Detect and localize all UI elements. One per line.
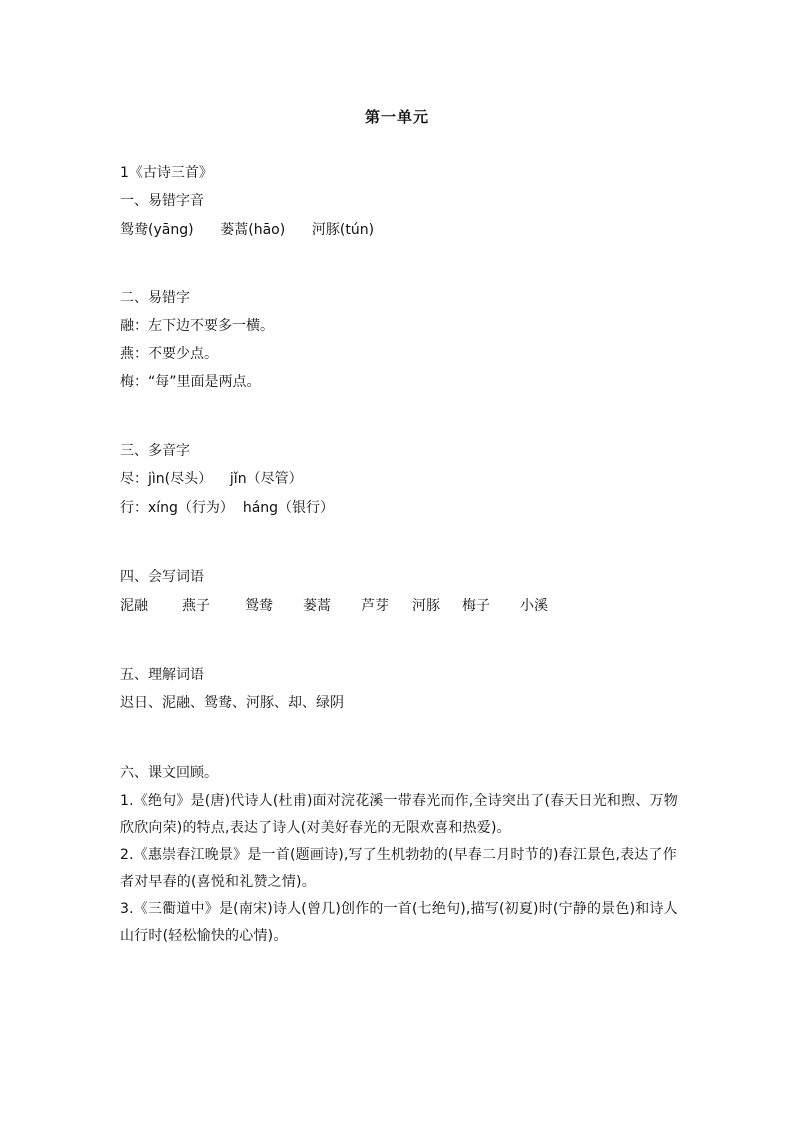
- lesson-title: 1《古诗三首》: [120, 165, 213, 181]
- polyphone-line: 行：xíng（行为） háng（银行）: [120, 500, 335, 516]
- section-heading-4: 四、会写词语: [120, 569, 204, 585]
- vocabulary-word: 鸳鸯: [245, 598, 273, 614]
- review-paragraph: 2.《惠崇春江晚景》是一首(题画诗),写了生机勃勃的(早春二月时节的)春江景色,表达了作者对早春的(喜悦和礼赞之情)。: [120, 847, 677, 890]
- review-paragraph: 3.《三衢道中》是(南宋)诗人(曾几)创作的一首(七绝句),描写(初夏)时(宁静的景色)和诗人山行时(轻松愉快的心情)。: [120, 901, 678, 944]
- section-heading-1: 一、易错字音: [120, 193, 204, 209]
- vocabulary-word: 泥融: [120, 598, 148, 614]
- section-heading-2: 二、易错字: [120, 290, 190, 306]
- review-paragraph: 1.《绝句》是(唐)代诗人(杜甫)面对浣花溪一带春光而作,全诗突出了(春天日光和煦、万物欣欣向荣)的特点,表达了诗人(对美好春光的无限欢喜和热爱)。: [120, 793, 678, 836]
- page-title: 第一单元: [364, 108, 429, 126]
- error-char-line: 梅：“每”里面是两点。: [120, 374, 261, 390]
- vocabulary-word: 小溪: [520, 598, 548, 614]
- vocabulary-word: 芦芽: [361, 598, 389, 614]
- section-heading-5: 五、理解词语: [120, 667, 204, 683]
- pronunciation-line: 鸳鸯(yāng) 蒌蒿(hāo) 河豚(tún): [120, 222, 375, 238]
- vocabulary-word: 燕子: [182, 598, 210, 614]
- section-heading-3: 三、多音字: [120, 443, 190, 459]
- vocabulary-understanding-line: 迟日、泥融、鸳鸯、河豚、却、绿阴: [120, 695, 344, 711]
- error-char-line: 融：左下边不要多一横。: [120, 318, 274, 334]
- vocabulary-word: 梅子: [462, 598, 490, 614]
- section-heading-6: 六、课文回顾。: [120, 765, 218, 781]
- vocabulary-word: 蒌蒿: [303, 598, 331, 614]
- polyphone-line: 尽：jìn(尽头） jǐn（尽管）: [120, 471, 303, 487]
- vocabulary-word: 河豚: [412, 598, 440, 614]
- error-char-line: 燕：不要少点。: [120, 346, 218, 362]
